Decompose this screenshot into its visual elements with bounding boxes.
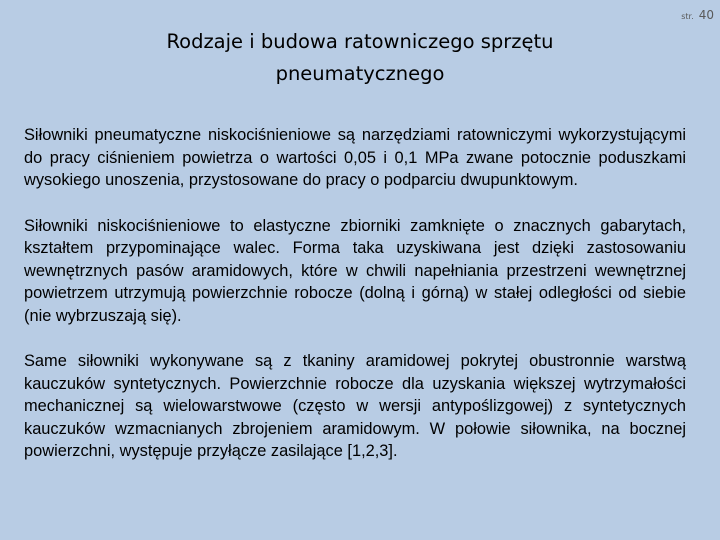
paragraph-3: Same siłowniki wykonywane są z tkaniny aramidowej pokrytej obustronnie warstwą kauczuków syntetycznych. Powierzchnie robocze dla uzyskania większej wytrzymałości mechanicznej są wielowarstwowe (często w wersji antypoślizgowej) z syntetycznych kauczuków wzmacnianych zbrojeniem aramidowym. W połowie siłownika, na bocznej powierzchni, występuje przyłącze zasilające [1,2,3]. xyxy=(24,352,686,460)
page-title: Rodzaje i budowa ratowniczego sprzętu pneumatycznego xyxy=(166,30,554,85)
paragraph-2: Siłowniki niskociśnieniowe to elastyczne zbiorniki zamknięte o znacznych gabarytach, kształtem przypominające walec. Forma taka uzyskiwana jest dzięki zastosowaniu wewnętrznych pasów aramidowych, które w chwili napełniania przestrzeni wewnętrznej powietrzem utrzymują powierzchnie robocze (dolną i górną) w stałej odległości od siebie (nie wybrzuszają się). xyxy=(24,216,686,325)
body-text xyxy=(24,124,686,486)
page-number xyxy=(681,4,714,23)
page-number-value: 40 xyxy=(698,8,714,22)
page-number-label: str. xyxy=(681,12,694,21)
paragraph-1: Siłowniki pneumatyczne niskociśnieniowe są narzędziami ratowniczymi wykorzystującymi do pracy ciśnieniem powietrza o wartości 0,05 i 0,1 MPa zwane potocznie poduszkami wysokiego unoszenia, przystosowane do pracy o podparciu dwupunktowym. xyxy=(24,126,686,189)
